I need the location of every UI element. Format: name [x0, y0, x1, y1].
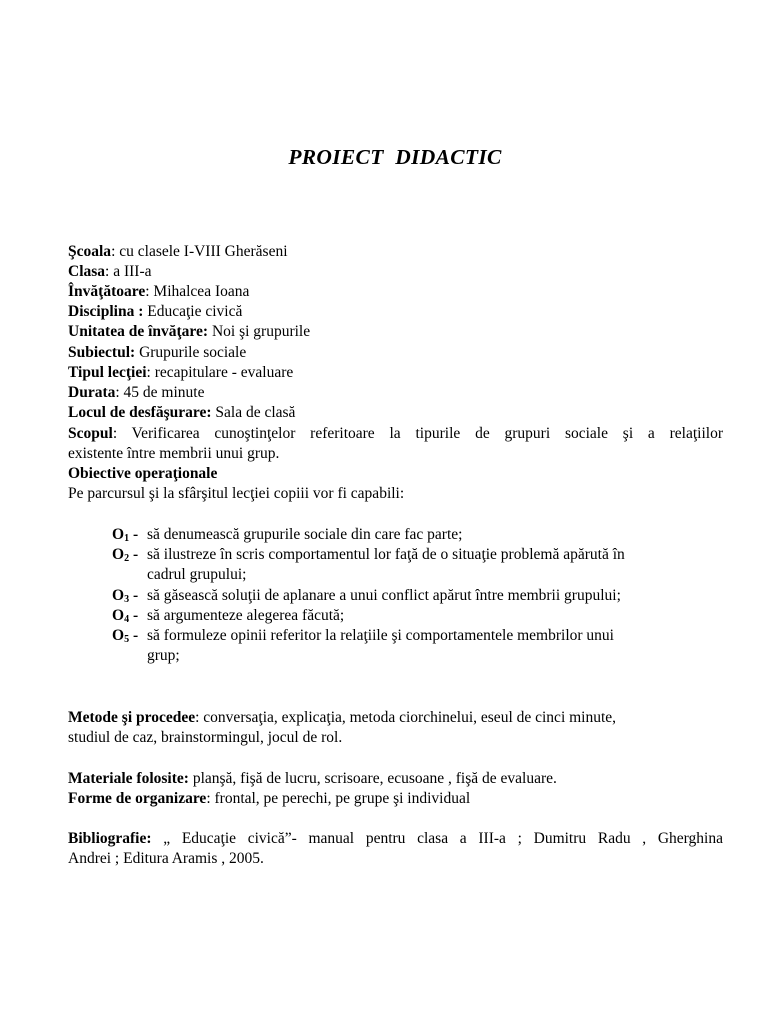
field-locul [68, 403, 295, 423]
objective-label-2: $O_2$ - [112, 546, 139, 564]
objective-label-1: $O_1$ - [112, 526, 139, 544]
objective-text-3: să găsească soluţii de aplanare a unui conflict apărut între membrii grupului; [147, 587, 621, 604]
field-value: Mihalcea Ioana [153, 283, 250, 300]
field-clasa: Clasa: a III-a [68, 263, 152, 280]
field-label: Disciplina : [68, 303, 144, 320]
field-label: Clasa [68, 263, 106, 280]
objective-text-5-cont: grup; [147, 647, 180, 664]
materiale-line: Materiale folosite: planşă, fişă de lucru, scrisoare, ecusoane , fişă de evaluare. [68, 770, 557, 787]
objective-label-4: $O_4$ - [112, 607, 139, 625]
objective-text-1: să denumească grupurile sociale din care fac parte; [147, 526, 463, 543]
objective-label-5: $O_5$ - [112, 627, 139, 645]
objective-text-5: să formuleze opinii referitor la relaţiile şi comportamentele membrilor unui [147, 627, 614, 644]
objective-label-3: $O_3$ - [112, 587, 139, 605]
bibliografie-label: Bibliografie: [68, 830, 152, 847]
field-value: Grupurile sociale [139, 344, 247, 361]
field-label: Tipul lecţiei [68, 364, 147, 381]
field-value: Noi şi grupurile [211, 323, 311, 340]
field-value: recapitulare - evaluare [154, 364, 294, 381]
metode-line-2: studiul de caz, brainstormingul, jocul de rol. [68, 729, 343, 746]
metode-line-1: Metode şi procedee: conversaţia, explicaţia, metoda ciorchinelui, eseul de cinci minute, [68, 709, 617, 726]
field-value: Sala de clasă [215, 404, 296, 421]
field-subiectul [68, 343, 246, 363]
field-label: Şcoala [68, 243, 112, 260]
materiale-label: Materiale folosite: [68, 770, 189, 787]
field-value: a III-a [113, 263, 152, 280]
scop-text: : Verificarea cunoştinţelor referitoare la tipurile de grupuri sociale şi a relaţiilor [112, 425, 723, 442]
forme-line: Forme de organizare: frontal, pe perechi, pe grupe şi individual [68, 790, 471, 807]
objective-text-2-cont: cadrul grupului; [147, 566, 247, 583]
field-disciplina [68, 302, 242, 322]
field-durata: Durata: 45 de minute [68, 384, 205, 401]
field-label: Subiectul: [68, 344, 136, 361]
field-tipul-lectiei: Tipul lecţiei: recapitulare - evaluare [68, 364, 294, 381]
field-label: Învăţătoare [68, 283, 146, 300]
page-title: PROIECT DIDACTIC [288, 145, 502, 169]
obiective-intro: Pe parcursul şi la sfârşitul lecţiei copiii vor fi capabili: [68, 485, 405, 502]
field-invatatoare: Învăţătoare: Mihalcea Ioana [68, 283, 250, 300]
objective-text-2: să ilustreze în scris comportamentul lor faţă de o situaţie problemă apărută în [147, 546, 625, 563]
scop-line-1 [68, 424, 723, 444]
field-value: cu clasele I-VIII Gherăseni [119, 243, 288, 260]
field-label: Locul de desfăşurare: [68, 404, 212, 421]
obiective-heading: Obiective operaţionale [68, 465, 218, 482]
field-scoala: Şcoala: cu clasele I-VIII Gherăseni [68, 243, 288, 260]
bibliografie-line-2: Andrei ; Editura Aramis , 2005. [68, 850, 264, 867]
field-value: 45 de minute [123, 384, 205, 401]
field-unitatea [68, 322, 310, 342]
objective-text-4: să argumenteze alegerea făcută; [147, 607, 345, 624]
scop-label: Scopul [68, 425, 113, 442]
field-value: Educaţie civică [147, 303, 243, 320]
metode-label: Metode şi procedee [68, 709, 196, 726]
scop-line-2: existente între membrii unui grup. [68, 445, 280, 462]
forme-label: Forme de organizare [68, 790, 207, 807]
bibliografie-line-1: Bibliografie: „ Educaţie civică”- manual pentru clasa a III-a ; Dumitru Radu , Gherghina [68, 830, 723, 847]
field-label: Durata [68, 384, 116, 401]
field-label: Unitatea de învăţare: [68, 323, 209, 340]
